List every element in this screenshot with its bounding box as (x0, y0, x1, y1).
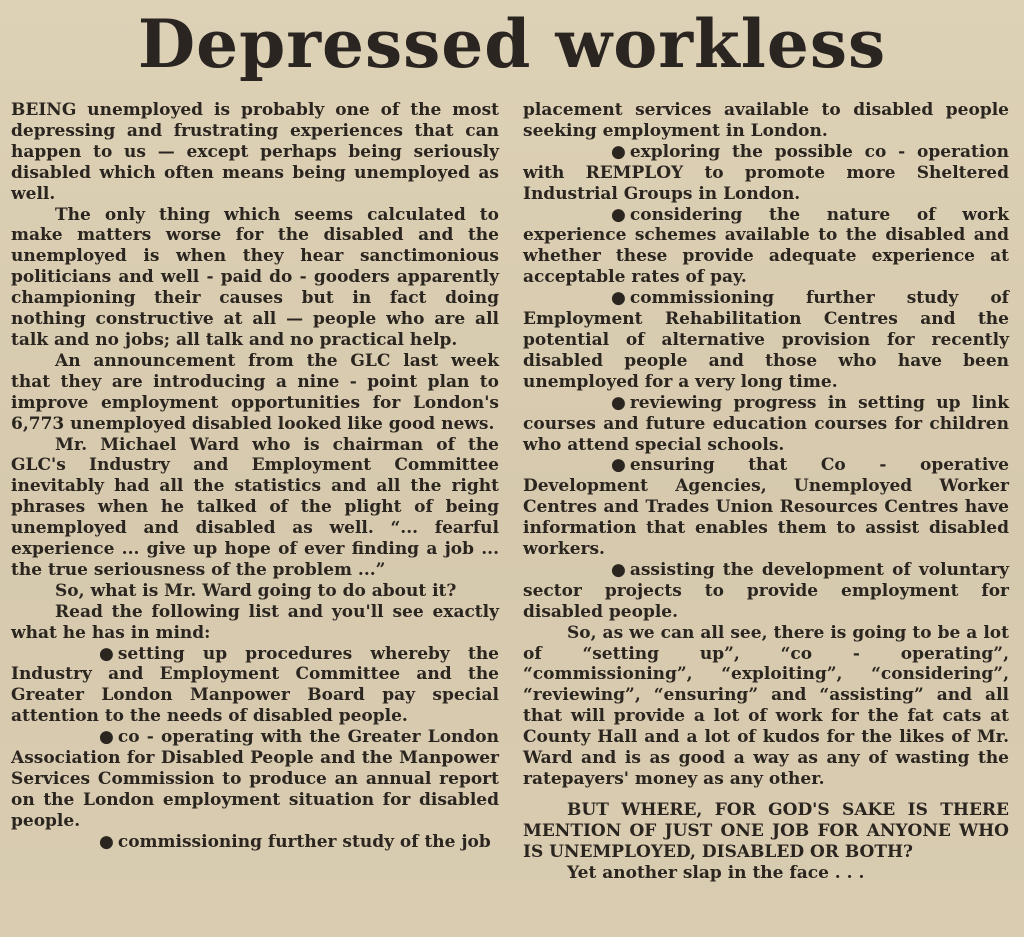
article-paragraph (523, 100, 1009, 142)
paragraph-text: So, what is Mr. Ward going to do about it? (55, 580, 457, 601)
article-paragraph (11, 100, 499, 205)
paragraph-text: considering the nature of work experience schemes available to the disabled and whether these provide adequate experience at acceptable rates of pay. (523, 204, 1009, 288)
paragraph-text: The only thing which seems calculated to make matters worse for the disabled and the unemployed is when they hear sanctimonious politicians and well - paid do - gooders apparently championing their causes but in fact doing nothing constructive at all — people who are all talk and no jobs; all talk and no practical help. (11, 204, 499, 350)
bullet-icon: ● (611, 141, 626, 162)
headline: Depressed workless (137, 5, 887, 83)
bullet-item (11, 727, 499, 832)
article-column-right (523, 100, 1009, 884)
bullet-icon: ● (99, 643, 114, 664)
article-paragraph (11, 435, 499, 581)
bullet-item (523, 560, 1009, 623)
paragraph-text: ensuring that Co - operative Development Agencies, Unemployed Worker Centres and Trades Union Resources Centres have information that enables them to assist disabled workers. (523, 455, 1009, 560)
bullet-icon: ● (99, 727, 114, 748)
bullet-icon: ● (611, 288, 626, 309)
paragraph-text: An announcement from the GLC last week that they are introducing a nine - point plan to improve employment opportunities for London's 6,773 unemployed disabled looked like good news. (11, 350, 499, 434)
paragraph-text: placement services available to disabled people seeking employment in London. (523, 100, 1009, 141)
paragraph-text: reviewing progress in setting up link courses and future education courses for children who attend special schools. (523, 392, 1009, 455)
paragraph-text: Read the following list and you'll see exactly what he has in mind: (11, 601, 499, 643)
bullet-icon: ● (611, 559, 626, 580)
article-paragraph (523, 623, 1009, 790)
article-paragraph (11, 351, 499, 435)
article-paragraph (523, 863, 1009, 884)
article-paragraph (523, 800, 1009, 863)
paragraph-text: commissioning further study of Employment Rehabilitation Centres and the potential of alternative provision for recently disabled people and those who have been unemployed for a very long time. (523, 288, 1009, 392)
article-paragraph (11, 602, 499, 644)
paragraph-text: So, as we can all see, there is going to be a lot of “setting up”, “co - operating”, “commissioning”, “exploiting”, “considering”, “reviewing”, “ensuring” and “assisting” and all that will provide a lot of work for the fat cats at County Hall and a lot of kudos for the likes of Mr. Ward and is as good a way as any of wasting the ratepayers' money as any other. (523, 622, 1009, 789)
article-paragraph (11, 205, 499, 351)
bullet-item (523, 142, 1009, 205)
paragraph-text: BUT WHERE, FOR GOD'S SAKE IS THERE MENTION OF JUST ONE JOB FOR ANYONE WHO IS UNEMPLOYED, DISABLED OR BOTH? (523, 799, 1009, 862)
bullet-item (523, 288, 1009, 393)
bullet-icon: ● (611, 204, 626, 225)
article-paragraph (11, 581, 499, 602)
paragraph-text: setting up procedures whereby the Industry and Employment Committee and the Greater London Manpower Board pay special attention to the needs of disabled people. (11, 643, 499, 727)
bullet-item (523, 455, 1009, 560)
bullet-icon: ● (611, 455, 626, 476)
bullet-icon: ● (611, 392, 626, 413)
bullet-item (11, 644, 499, 728)
article-column-left (11, 100, 499, 853)
bullet-item (11, 832, 499, 853)
paragraph-text: commissioning further study of the job (117, 831, 491, 852)
paragraph-text: co - operating with the Greater London Association for Disabled People and the Manpower Services Commission to produce an annual report on the London employment situation for disabled people. (11, 727, 499, 831)
bullet-item (523, 393, 1009, 456)
paragraph-text: exploring the possible co - operation with REMPLOY to promote more Sheltered Industrial Groups in London. (523, 141, 1009, 204)
bullet-item (523, 205, 1009, 289)
bullet-icon: ● (99, 831, 114, 852)
paragraph-text: BEING unemployed is probably one of the most depressing and frustrating experiences that can happen to us — except perhaps being seriously disabled which often means being unemployed as well. (11, 100, 499, 204)
paragraph-text: Mr. Michael Ward who is chairman of the GLC's Industry and Employment Committee inevitably had all the statistics and all the right phrases when he talked of the plight of being unemployed and disabled as well. “... fearful experience ... give up hope of ever finding a job ... the true seriousness of the problem ...” (11, 434, 499, 580)
paragraph-text: Yet another slap in the face . . . (567, 862, 865, 883)
paragraph-text: assisting the development of voluntary sector projects to provide employment for disabled people. (523, 559, 1009, 622)
